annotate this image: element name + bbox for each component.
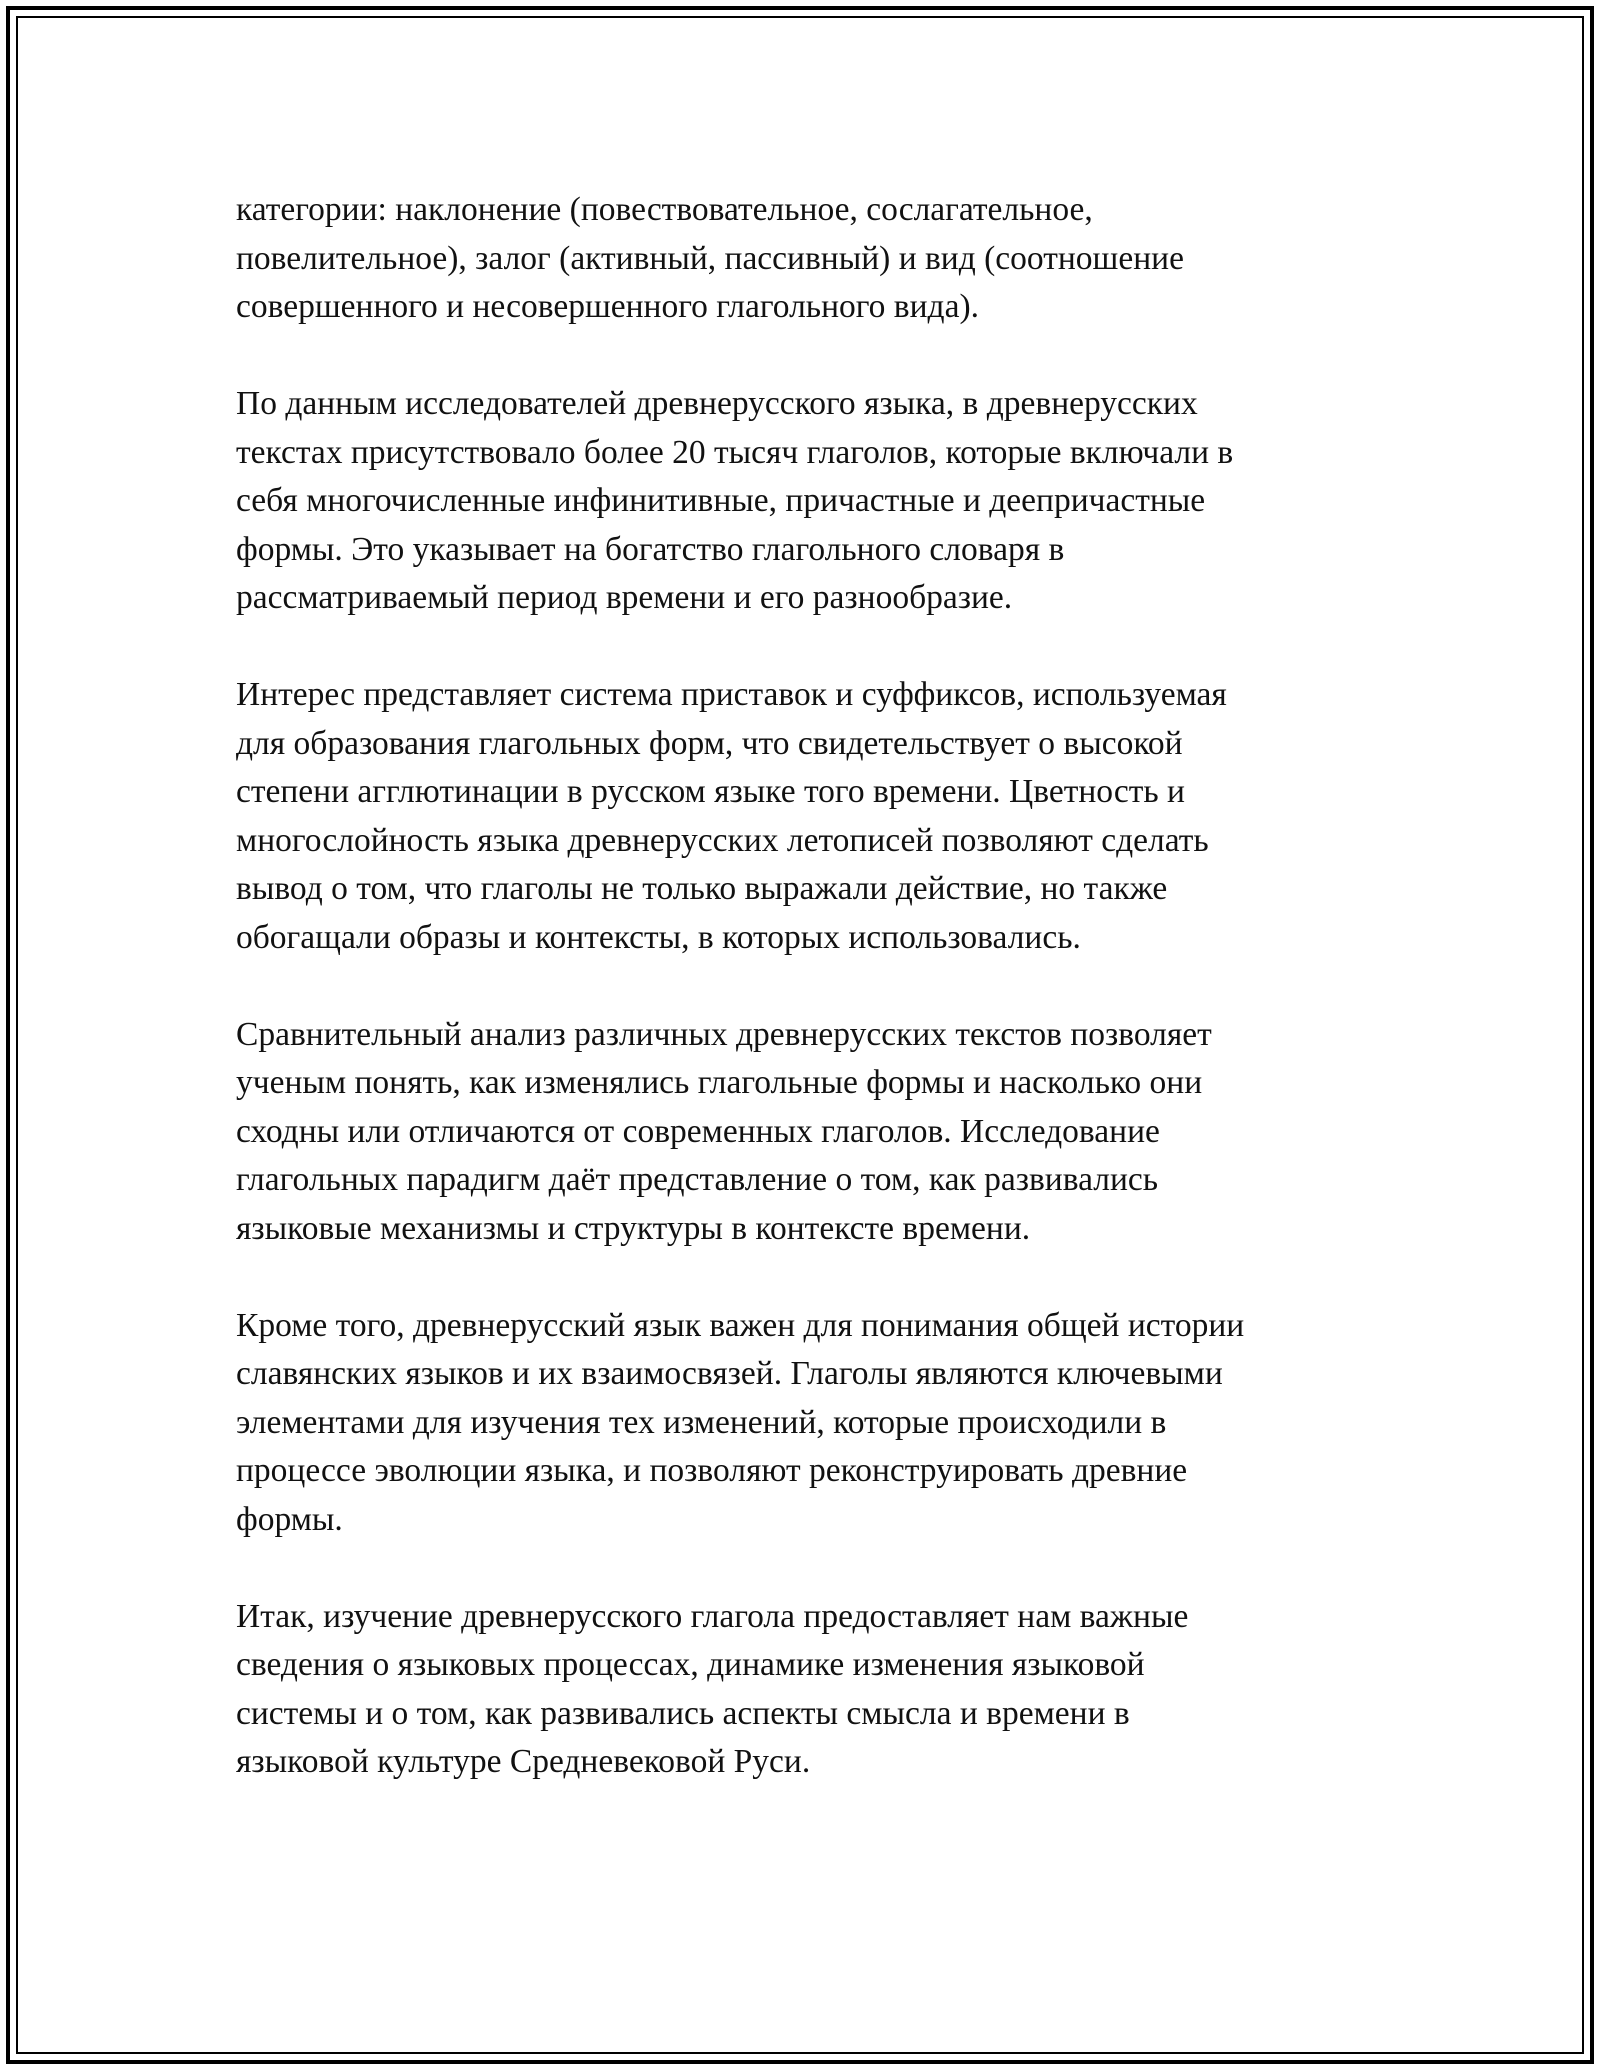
paragraph-3 (236, 671, 1366, 962)
text-line: глагольных парадигм даёт представление о том, как развивались (236, 1161, 1159, 1198)
text-line: для образования глагольных форм, что свидетельствует о высокой (236, 724, 1183, 762)
paragraph-2 (236, 380, 1366, 623)
paragraph-1 (236, 186, 1366, 332)
text-line: формы. Это указывает на богатство глагольного словаря в (236, 530, 1065, 568)
paragraph-4 (236, 1011, 1366, 1254)
text-line: Кроме того, древнерусский язык важен для понимания общей истории (236, 1306, 1245, 1344)
paragraph-6 (236, 1593, 1366, 1787)
text-line: повелительное), залог (активный, пассивный) и вид (соотношение (236, 239, 1184, 277)
text-line: славянских языков и их взаимосвязей. Глаголы являются ключевыми (236, 1355, 1223, 1392)
text-line: ученым понять, как изменялись глагольные формы и насколько они (236, 1064, 1203, 1101)
text-line: процессе эволюции языка, и позволяют реконструировать древние (236, 1452, 1188, 1489)
text-line: категории: наклонение (повествовательное, сослагательное, (236, 191, 1093, 228)
text-line: языковые механизмы и структуры в контексте времени. (236, 1209, 1031, 1247)
text-line: текстах присутствовало более 20 тысяч глаголов, которые включали в (236, 433, 1234, 471)
text-line: обогащали образы и контексты, в которых использовались. (236, 918, 1081, 956)
text-line: сходны или отличаются от современных глаголов. Исследование (236, 1112, 1160, 1150)
text-line: По данным исследователей древнерусского языка, в древнерусских (236, 385, 1198, 422)
text-line: сведения о языковых процессах, динамике изменения языковой (236, 1646, 1145, 1683)
text-line: языковой культуре Средневековой Руси. (236, 1743, 811, 1780)
text-line: Сравнительный анализ различных древнерусских текстов позволяет (236, 1015, 1212, 1053)
text-line: многослойность языка древнерусских летописей позволяют сделать (236, 821, 1209, 859)
text-line: совершенного и несовершенного глагольного вида). (236, 288, 979, 325)
text-line: формы. (236, 1500, 343, 1538)
document-body (236, 186, 1366, 1835)
text-line: себя многочисленные инфинитивные, причастные и деепричастные (236, 482, 1206, 519)
text-line: Интерес представляет система приставок и суффиксов, используемая (236, 676, 1227, 713)
text-line: Итак, изучение древнерусского глагола предоставляет нам важные (236, 1597, 1189, 1635)
text-line: рассматриваемый период времени и его разнообразие. (236, 579, 1013, 616)
text-line: степени агглютинации в русском языке того времени. Цветность и (236, 773, 1185, 810)
paragraph-5 (236, 1302, 1366, 1545)
text-line: элементами для изучения тех изменений, которые происходили в (236, 1403, 1167, 1441)
text-line: системы и о том, как развивались аспекты смысла и времени в (236, 1694, 1130, 1732)
text-line: вывод о том, что глаголы не только выражали действие, но также (236, 870, 1168, 907)
